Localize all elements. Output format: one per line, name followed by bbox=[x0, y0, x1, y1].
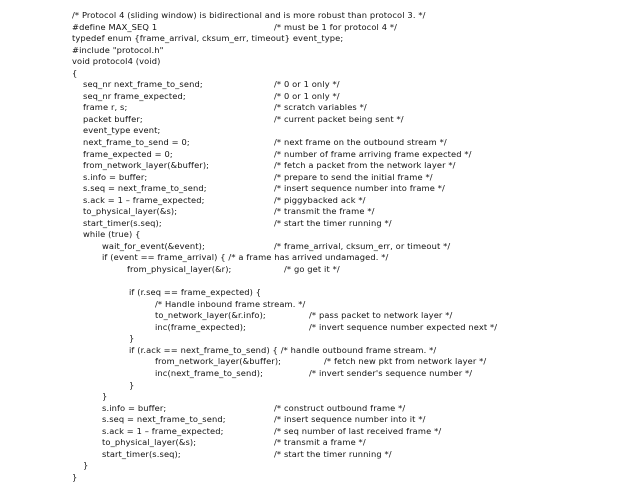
code-statement: event_type event; bbox=[83, 125, 161, 136]
code-statement: to_physical_layer(&s); bbox=[102, 437, 197, 448]
code-statement: inc(frame_expected); bbox=[155, 321, 246, 332]
code-line bbox=[72, 79, 617, 91]
code-statement: if (event == frame_arrival) { /* a frame has arrived undamaged. */ bbox=[102, 252, 389, 263]
code-statement: } bbox=[129, 333, 135, 344]
code-comment: /* scratch variables */ bbox=[274, 102, 367, 113]
code-comment: /* 0 or 1 only */ bbox=[274, 79, 340, 90]
code-statement: } bbox=[129, 379, 135, 390]
code-comment: /* pass packet to network layer */ bbox=[309, 310, 453, 321]
code-comment: /* fetch a packet from the network layer */ bbox=[274, 160, 456, 171]
code-line bbox=[72, 460, 617, 472]
code-line bbox=[72, 137, 617, 149]
code-statement: while (true) { bbox=[83, 229, 141, 240]
code-statement: s.ack = 1 – frame_expected; bbox=[102, 425, 224, 436]
code-comment: /* invert sender's sequence number */ bbox=[309, 367, 473, 378]
code-line bbox=[72, 287, 617, 299]
code-statement: s.seq = next_frame_to_send; bbox=[83, 183, 207, 194]
code-line bbox=[72, 391, 617, 403]
code-line bbox=[72, 68, 617, 80]
code-statement: start_timer(s.seq); bbox=[83, 217, 162, 228]
code-statement: seq_nr next_frame_to_send; bbox=[83, 79, 203, 90]
code-comment: /* insert sequence number into it */ bbox=[274, 414, 426, 425]
code-statement: to_network_layer(&r.info); bbox=[155, 310, 266, 321]
code-line bbox=[72, 33, 617, 45]
code-comment: /* fetch new pkt from network layer */ bbox=[324, 356, 487, 367]
code-line bbox=[72, 114, 617, 126]
code-listing bbox=[72, 10, 617, 483]
code-comment: /* start the timer running */ bbox=[274, 217, 392, 228]
code-line bbox=[72, 45, 617, 57]
code-statement: #include "protocol.h" bbox=[72, 44, 164, 55]
code-comment: /* go get it */ bbox=[284, 264, 340, 275]
code-line bbox=[72, 426, 617, 438]
code-comment: /* seq number of last received frame */ bbox=[274, 425, 442, 436]
code-line bbox=[72, 91, 617, 103]
code-line bbox=[72, 56, 617, 68]
code-statement: s.info = buffer; bbox=[102, 402, 167, 413]
code-line bbox=[72, 125, 617, 137]
code-line bbox=[72, 403, 617, 415]
code-line bbox=[72, 472, 617, 483]
code-comment: /* insert sequence number into frame */ bbox=[274, 183, 445, 194]
code-statement: /* Protocol 4 (sliding window) is bidirectional and is more robust than protocol 3. */ bbox=[72, 10, 426, 20]
code-statement: frame r, s; bbox=[83, 102, 128, 113]
code-comment: /* construct outbound frame */ bbox=[274, 402, 406, 413]
code-line bbox=[72, 437, 617, 449]
code-comment: /* frame_arrival, cksum_err, or timeout */ bbox=[274, 240, 451, 251]
code-statement: inc(next_frame_to_send); bbox=[155, 367, 263, 378]
code-statement: frame_expected = 0; bbox=[83, 148, 173, 159]
code-statement: from_physical_layer(&r); bbox=[127, 264, 232, 275]
code-comment: /* prepare to send the initial frame */ bbox=[274, 171, 433, 182]
code-line bbox=[72, 368, 617, 380]
code-statement: } bbox=[83, 460, 89, 471]
code-line bbox=[72, 10, 617, 22]
code-comment: /* piggybacked ack */ bbox=[274, 194, 366, 205]
code-comment: /* next frame on the outbound stream */ bbox=[274, 137, 447, 148]
code-line bbox=[72, 22, 617, 34]
code-line bbox=[72, 310, 617, 322]
code-statement: next_frame_to_send = 0; bbox=[83, 137, 190, 148]
code-statement: wait_for_event(&event); bbox=[102, 240, 205, 251]
code-line bbox=[72, 276, 617, 288]
code-line bbox=[72, 322, 617, 334]
code-comment: /* transmit the frame */ bbox=[274, 206, 375, 217]
code-line bbox=[72, 241, 617, 253]
code-line bbox=[72, 206, 617, 218]
code-statement: start_timer(s.seq); bbox=[102, 448, 181, 459]
code-line bbox=[72, 264, 617, 276]
code-statement: s.seq = next_frame_to_send; bbox=[102, 414, 226, 425]
code-comment: /* number of frame arriving frame expected */ bbox=[274, 148, 472, 159]
code-statement: packet buffer; bbox=[83, 113, 143, 124]
code-statement: #define MAX_SEQ 1 bbox=[72, 21, 158, 32]
code-line bbox=[72, 345, 617, 357]
code-line bbox=[72, 172, 617, 184]
code-line bbox=[72, 449, 617, 461]
code-comment: /* must be 1 for protocol 4 */ bbox=[274, 21, 398, 32]
code-comment: /* 0 or 1 only */ bbox=[274, 90, 340, 101]
code-statement: s.info = buffer; bbox=[83, 171, 148, 182]
code-line bbox=[72, 229, 617, 241]
code-statement: if (r.seq == frame_expected) { bbox=[129, 287, 262, 298]
code-statement: s.ack = 1 – frame_expected; bbox=[83, 194, 205, 205]
code-line bbox=[72, 380, 617, 392]
code-statement: to_physical_layer(&s); bbox=[83, 206, 178, 217]
code-comment: /* start the timer running */ bbox=[274, 448, 392, 459]
code-line bbox=[72, 195, 617, 207]
code-comment: /* invert sequence number expected next */ bbox=[309, 321, 498, 332]
code-statement: /* Handle inbound frame stream. */ bbox=[155, 298, 306, 309]
code-line bbox=[72, 102, 617, 114]
code-line bbox=[72, 183, 617, 195]
code-line bbox=[72, 160, 617, 172]
code-statement: } bbox=[72, 471, 78, 482]
code-statement: } bbox=[102, 391, 108, 402]
code-line bbox=[72, 356, 617, 368]
code-line bbox=[72, 252, 617, 264]
code-statement: typedef enum {frame_arrival, cksum_err, timeout} event_type; bbox=[72, 33, 344, 44]
code-line bbox=[72, 149, 617, 161]
code-comment: /* current packet being sent */ bbox=[274, 113, 404, 124]
code-line bbox=[72, 333, 617, 345]
code-statement: from_network_layer(&buffer); bbox=[83, 160, 210, 171]
code-statement: if (r.ack == next_frame_to_send) { /* handle outbound frame stream. */ bbox=[129, 344, 437, 355]
code-comment: /* transmit a frame */ bbox=[274, 437, 366, 448]
code-line bbox=[72, 299, 617, 311]
code-statement: from_network_layer(&buffer); bbox=[155, 356, 282, 367]
code-statement: { bbox=[72, 67, 78, 78]
code-statement: void protocol4 (void) bbox=[72, 56, 161, 67]
code-line bbox=[72, 414, 617, 426]
code-line bbox=[72, 218, 617, 230]
code-statement: seq_nr frame_expected; bbox=[83, 90, 186, 101]
